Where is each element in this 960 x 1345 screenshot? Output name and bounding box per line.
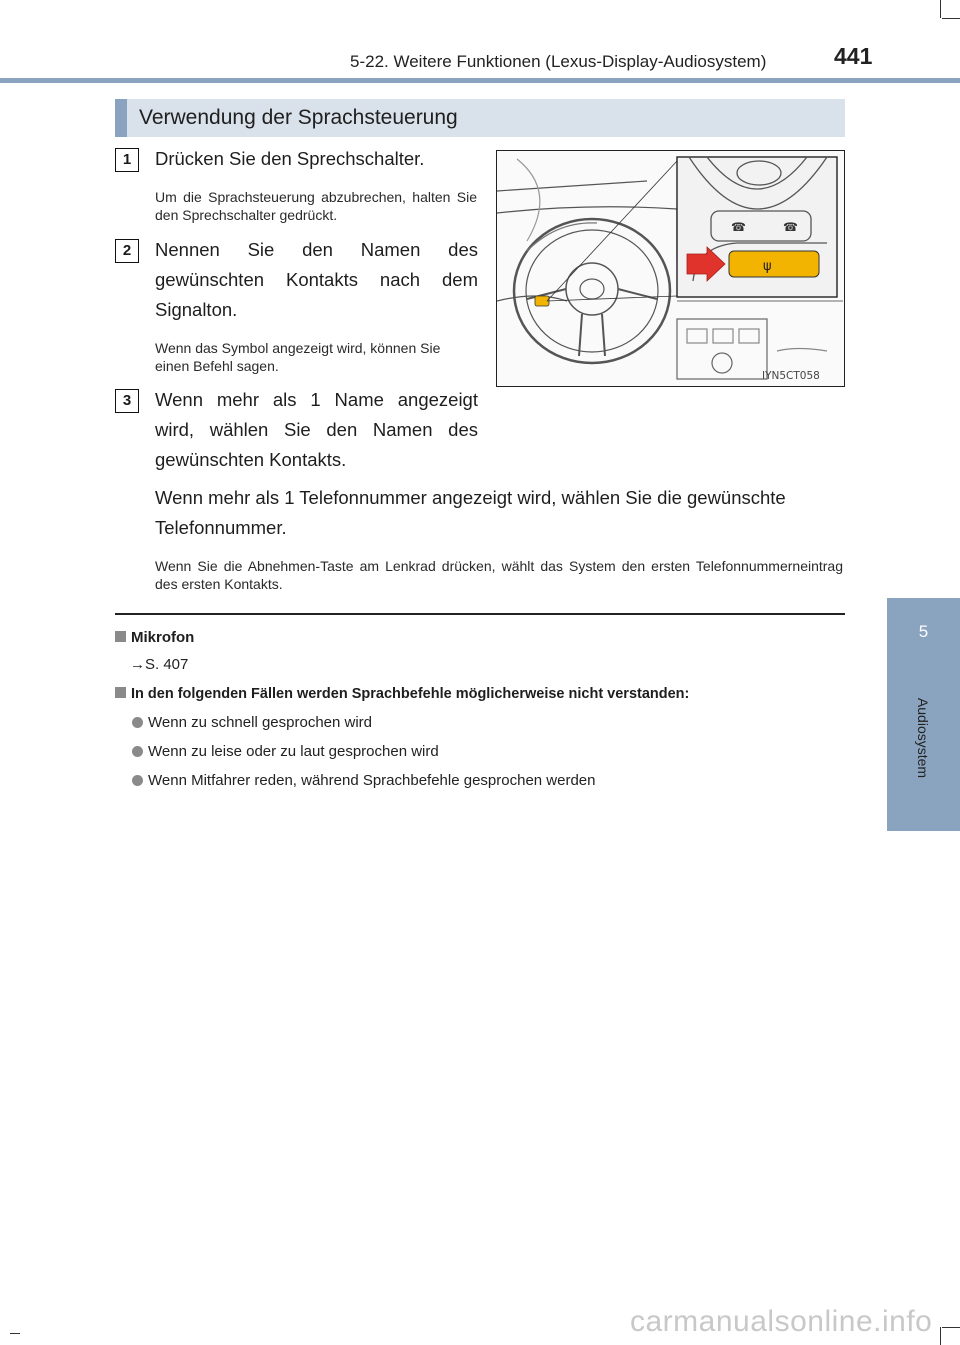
svg-text:☎: ☎ [731,220,746,234]
watermark: carmanualsonline.info [630,1305,933,1338]
step-2-note: Wenn das Symbol angezeigt wird, können Sie einen Befehl sagen. [155,340,441,374]
list-item-text: Wenn zu leise oder zu laut gesprochen wird [148,743,439,760]
section-title: Verwendung der Sprachsteuerung [139,106,458,129]
section-heading [115,99,845,137]
step-number-1: 1 [115,148,139,172]
page-reference-text: S. 407 [145,656,189,673]
list-item [132,772,596,789]
step-1-note: Um die Sprachsteuerung abzubrechen, halten Sie den Sprechschalter gedrückt. [155,189,477,223]
circle-bullet-icon [132,717,143,728]
chapter-title: 5-22. Weitere Funktionen (Lexus-Display-Audiosystem) [350,52,767,71]
list-item-text: Wenn zu schnell gesprochen wird [148,714,373,731]
square-bullet-icon [115,687,126,698]
section-divider [115,613,845,615]
crop-mark [10,1333,20,1334]
header-rule [0,78,960,83]
note-recognition-heading [115,686,689,702]
step-2-text: Nennen Sie den Namen des gewünschten Kontakts nach dem Signalton. [155,239,478,320]
square-bullet-icon [115,631,126,642]
step-number-2: 2 [115,239,139,263]
crop-mark [942,1327,960,1328]
step-3-text: Wenn mehr als 1 Name angezeigt wird, wählen Sie den Namen des gewünschten Kontakts. [155,389,478,470]
list-item [132,743,439,760]
step-3-note: Wenn Sie die Abnehmen-Taste am Lenkrad drücken, wählt das System den ersten Telefonnummerneintrag des ersten Kontakts. [155,558,843,592]
step-number-3: 3 [115,389,139,413]
arrow-right-icon: → [130,656,145,673]
note-recognition-title: In den folgenden Fällen werden Sprachbefehle möglicherweise nicht verstanden: [131,686,690,702]
list-item-text: Wenn Mitfahrer reden, während Sprachbefehle gesprochen werden [148,772,596,789]
crop-mark [940,1327,941,1345]
crop-mark [942,18,960,19]
illustration-svg [497,151,843,385]
page-number: 441 [834,43,873,69]
note-microphone-heading [115,629,194,646]
chapter-tab-label: Audiosystem [915,697,931,779]
crop-mark [940,0,941,18]
page-reference-link[interactable] [130,656,188,673]
list-item [132,714,372,731]
chapter-tab[interactable] [887,598,960,831]
step-3-text-continued: Wenn mehr als 1 Telefonnummer angezeigt wird, wählen Sie die gewünschte Telefonnummer. [155,487,786,538]
steering-wheel-illustration [496,150,845,387]
note-microphone-title: Mikrofon [131,629,195,646]
circle-bullet-icon [132,746,143,757]
chapter-tab-number: 5 [918,622,929,641]
step-1-text: Drücken Sie den Sprechschalter. [155,148,425,169]
svg-text:ψ: ψ [763,259,772,274]
circle-bullet-icon [132,775,143,786]
svg-text:☎: ☎ [783,220,798,234]
figure-code: IYN5CT058 [762,370,820,382]
